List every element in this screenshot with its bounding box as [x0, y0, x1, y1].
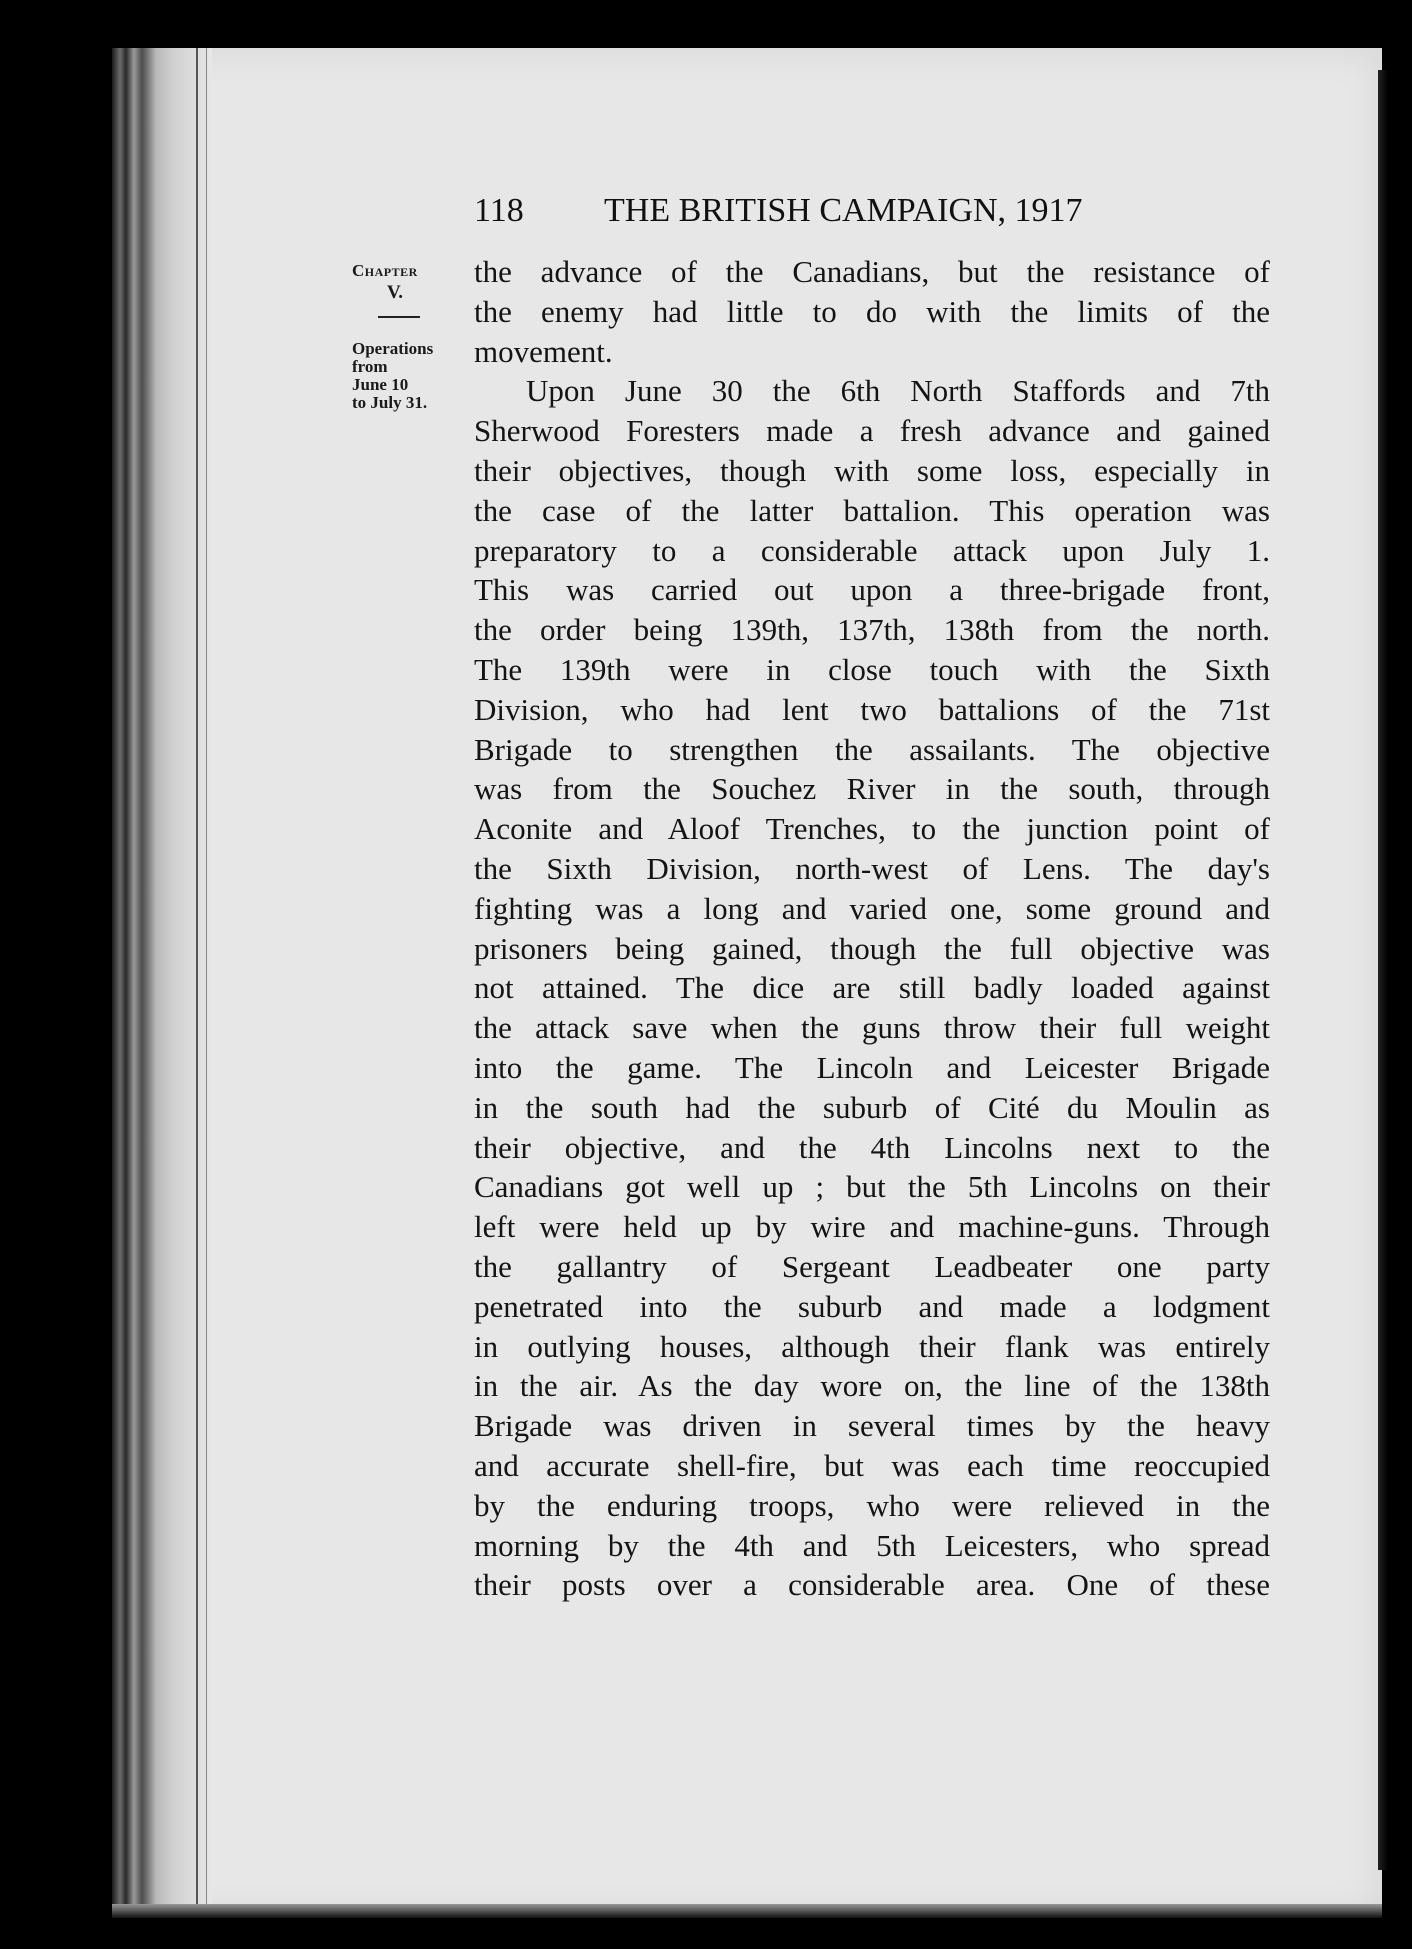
- text-line: the enemy had little to do with the limits of the: [474, 293, 1270, 329]
- margin-rule: [378, 316, 420, 318]
- text-line: in the air. As the day wore on, the line of the 138th: [474, 1368, 1270, 1404]
- text-line: Division, who had lent two battalions of the 71st: [474, 691, 1270, 727]
- text-line: in outlying houses, although their flank was entirely: [474, 1328, 1270, 1364]
- running-header: [474, 192, 1270, 232]
- text-line: the Sixth Division, north-west of Lens. The day's: [474, 850, 1270, 886]
- running-title: THE BRITISH CAMPAIGN, 1917: [604, 192, 1083, 229]
- text-line: This was carried out upon a three-brigade front,: [474, 572, 1270, 608]
- text-line: Aconite and Aloof Trenches, to the junction point of: [474, 811, 1270, 847]
- margin-topic-line: June 10: [352, 375, 409, 394]
- margin-topic-line: Operations: [352, 339, 434, 358]
- text-line: Upon June 30 the 6th North Staffords and 7th: [526, 373, 1270, 409]
- text-line: preparatory to a considerable attack upon July 1.: [474, 532, 1270, 568]
- body-text: [474, 252, 1270, 1605]
- text-line: penetrated into the suburb and made a lodgment: [474, 1288, 1270, 1324]
- page-bottom-edge: [112, 1904, 1382, 1918]
- text-line: the gallantry of Sergeant Leadbeater one party: [474, 1248, 1270, 1284]
- text-line: in the south had the suburb of Cité du Moulin as: [474, 1089, 1270, 1125]
- text-line: their posts over a considerable area. One of these: [474, 1567, 1270, 1603]
- text-line: Canadians got well up ; but the 5th Lincolns on their: [474, 1169, 1270, 1205]
- text-line: by the enduring troops, who were relieved in the: [474, 1487, 1270, 1523]
- text-line: movement.: [474, 333, 613, 369]
- text-line: the attack save when the guns throw their full weight: [474, 1010, 1270, 1046]
- text-line: left were held up by wire and machine-guns. Through: [474, 1209, 1270, 1245]
- page-number: 118: [474, 192, 524, 229]
- text-line: their objectives, though with some loss, especially in: [474, 452, 1270, 488]
- text-line: Sherwood Foresters made a fresh advance and gained: [474, 413, 1270, 449]
- text-line: their objective, and the 4th Lincolns next to the: [474, 1129, 1270, 1165]
- gutter-crease-inner: [206, 48, 207, 1916]
- text-line: and accurate shell-fire, but was each time reoccupied: [474, 1447, 1270, 1483]
- text-line: the order being 139th, 137th, 138th from the north.: [474, 612, 1270, 648]
- text-line: Brigade was driven in several times by the heavy: [474, 1408, 1270, 1444]
- margin-topic-line: from: [352, 357, 388, 376]
- margin-topic-line: to July 31.: [352, 393, 428, 412]
- text-line: The 139th were in close touch with the Sixth: [474, 651, 1270, 687]
- text-line: Brigade to strengthen the assailants. The objective: [474, 731, 1270, 767]
- text-line: fighting was a long and varied one, some ground and: [474, 890, 1270, 926]
- margin-chapter-number: V.: [387, 282, 404, 303]
- text-line: not attained. The dice are still badly loaded against: [474, 970, 1270, 1006]
- text-line: the case of the latter battalion. This operation was: [474, 492, 1270, 528]
- page-right-edge: [1378, 70, 1388, 1870]
- text-line: the advance of the Canadians, but the resistance of: [474, 254, 1270, 289]
- margin-chapter-label: Chapter: [352, 261, 418, 280]
- paragraph: [474, 371, 1270, 1605]
- paragraph: [474, 252, 1270, 371]
- text-line: into the game. The Lincoln and Leicester Brigade: [474, 1049, 1270, 1085]
- gutter-crease: [196, 48, 198, 1916]
- text-line: morning by the 4th and 5th Leicesters, who spread: [474, 1527, 1270, 1563]
- text-line: prisoners being gained, though the full objective was: [474, 930, 1270, 966]
- margin-topic-note: [352, 340, 464, 412]
- text-line: was from the Souchez River in the south, through: [474, 771, 1270, 807]
